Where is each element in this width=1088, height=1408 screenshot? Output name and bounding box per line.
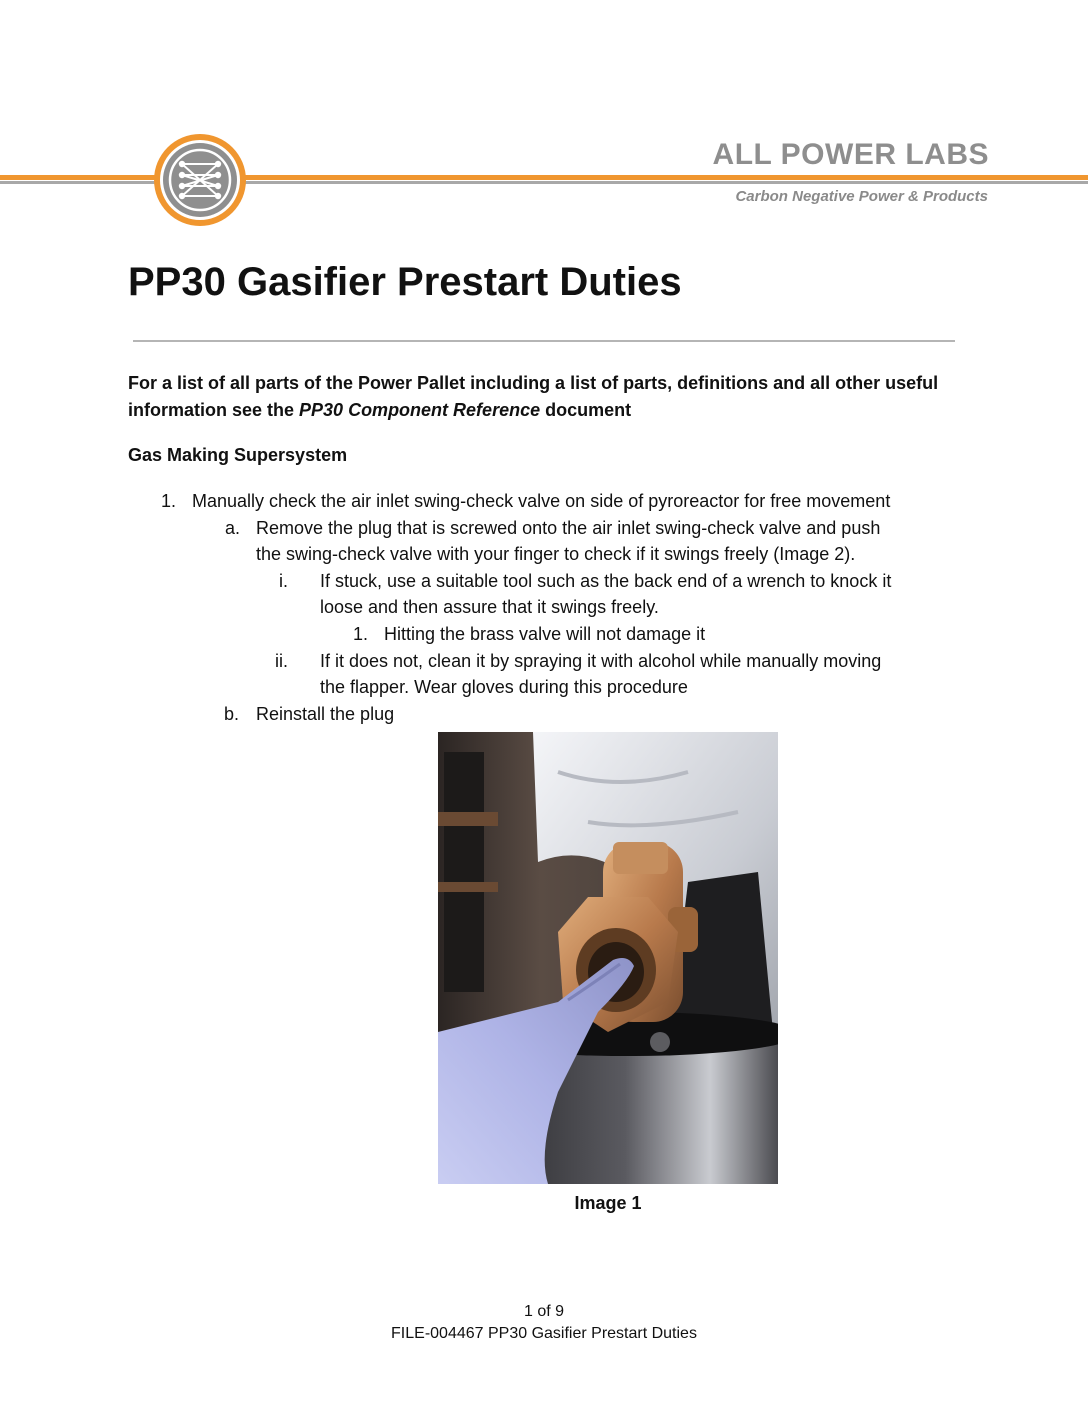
title-divider [133, 340, 955, 342]
substep-text: Hitting the brass valve will not damage it [384, 624, 706, 644]
valve-photo [438, 732, 778, 1184]
list-marker: ii. [275, 651, 288, 671]
section-heading: Gas Making Supersystem [128, 445, 348, 465]
substep-text: the swing-check valve with your finger to check if it swings freely (Image 2). [256, 544, 856, 564]
apl-network-logo-icon [152, 132, 248, 228]
page-title: PP30 Gasifier Prestart Duties [128, 260, 682, 304]
substep-text: loose and then assure that it swings freely. [320, 597, 659, 617]
page-number: 1 of 9 [523, 1303, 565, 1320]
list-marker: a. [225, 518, 241, 538]
brand-tagline: Carbon Negative Power & Products [735, 188, 988, 205]
reference-document-name: PP30 Component Reference [299, 400, 541, 420]
brand-name: ALL POWER LABS [712, 138, 989, 171]
list-marker: b. [224, 704, 240, 724]
substep-text: If stuck, use a suitable tool such as the back end of a wrench to knock it [320, 571, 892, 591]
substep-text: the flapper. Wear gloves during this procedure [320, 677, 688, 697]
step-text: Manually check the air inlet swing-check valve on side of pyroreactor for free movement [192, 491, 891, 511]
figure-caption: Image 1 [574, 1193, 642, 1213]
file-identifier: FILE-004467 PP30 Gasifier Prestart Duties [391, 1325, 697, 1342]
intro-text: For a list of all parts of the Power Pallet including a list of parts, definitions and all other useful information see the [128, 373, 939, 420]
substep-text: Remove the plug that is screwed onto the air inlet swing-check valve and push [256, 518, 881, 538]
intro-text-end: document [540, 400, 632, 420]
list-marker: i. [279, 571, 288, 591]
substep-text: If it does not, clean it by spraying it with alcohol while manually moving [320, 651, 882, 671]
substep-text: Reinstall the plug [256, 704, 395, 724]
intro-paragraph [128, 370, 968, 424]
list-marker: 1. [161, 491, 177, 511]
list-marker: 1. [353, 624, 369, 644]
